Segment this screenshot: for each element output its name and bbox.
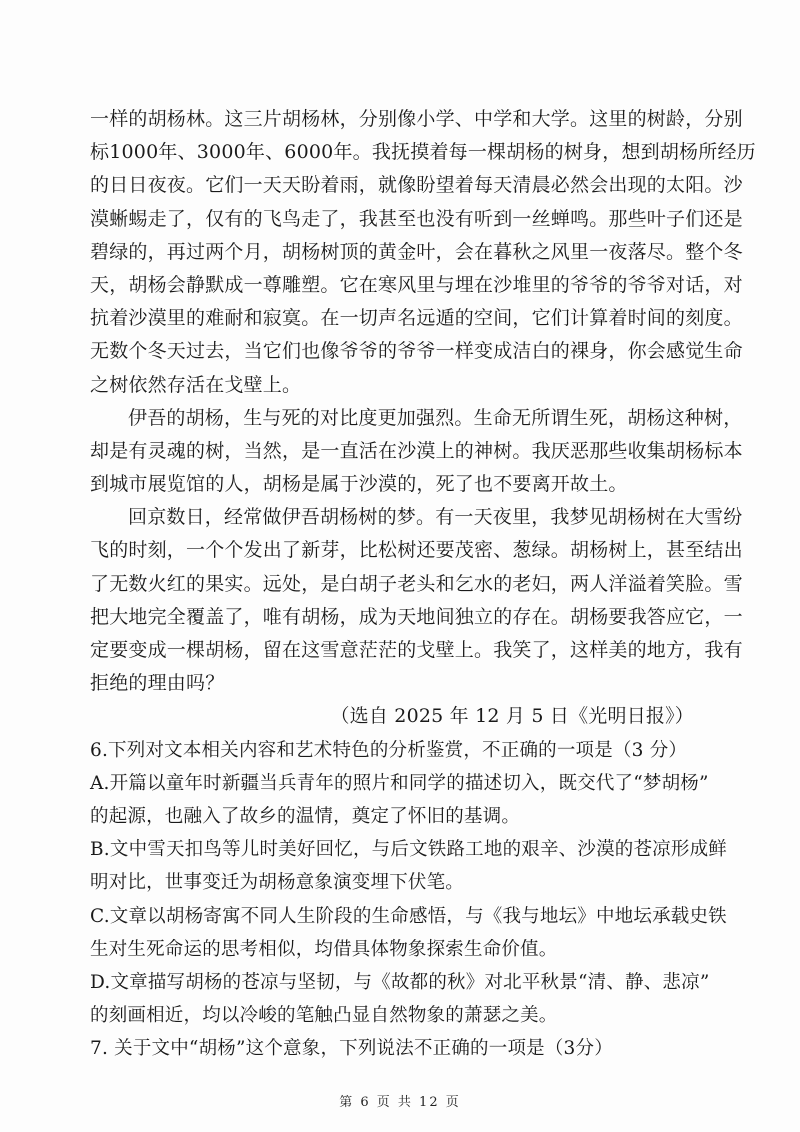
text-line: A.开篇以童年时新疆当兵青年的照片和同学的描述切入，既交代了“梦胡杨” [90, 772, 709, 794]
option-d [90, 966, 710, 1032]
text-line: 生对生死命运的思考相似，均借具体物象探索生命价值。 [90, 938, 558, 960]
text-line: 碧绿的，再过两个月，胡杨树顶的黄金叶，会在暮秋之风里一夜落尽。整个冬 [90, 240, 743, 263]
question-6 [90, 734, 727, 1033]
text-line: 抗着沙漠里的难耐和寂寞。在一切声名远遁的空间，它们计算着时间的刻度。 [90, 307, 743, 330]
text-line: 一样的胡杨林。这三片胡杨林，分别像小学、中学和大学。这里的树龄，分别 [90, 108, 743, 130]
text-line: 标1000年、3000年、6000年。我抚摸着每一棵胡杨的树身，想到胡杨所经历 [90, 141, 756, 164]
text-line: 伊吾的胡杨，生与死的对比度更加强烈。生命无所谓生死，胡杨这种树， [128, 406, 743, 429]
text-line: 之树依然存活在戈壁上。 [90, 373, 302, 396]
text-line: 定要变成一棵胡杨，留在这雪意茫茫的戈壁上。我笑了，这样美的地方，我有 [90, 639, 743, 661]
option-c [90, 900, 727, 966]
text-line: 到城市展览馆的人，胡杨是属于沙漠的，死了也不要离开故土。 [90, 473, 628, 496]
question-stem: 7. 关于文中“胡杨”这个意象，下列说法不正确的一项是（3分） [90, 1038, 613, 1060]
passage-paragraph-1 [90, 103, 756, 402]
question-stem: 6.下列对文本相关内容和艺术特色的分析鉴赏，不正确的一项是（3 分） [90, 739, 688, 761]
question-7 [90, 1032, 702, 1065]
option-b [90, 833, 727, 899]
text-line: 无数个冬天过去，当它们也像爷爷的爷爷一样变成洁白的裸身，你会感觉生命 [90, 340, 743, 363]
text-line: D.文章描写胡杨的苍凉与坚韧，与《故都的秋》对北平秋景“清、静、悲凉” [90, 971, 710, 993]
text-line: 天，胡杨会静默成一尊雕塑。它在寒风里与埋在沙堆里的爷爷的爷爷对话，对 [90, 273, 743, 296]
text-line: 回京数日，经常做伊吾胡杨树的梦。有一天夜里，我梦见胡杨树在大雪纷 [128, 506, 743, 529]
text-line: 把大地完全覆盖了，唯有胡杨，成为天地间独立的存在。胡杨要我答应它，一 [90, 605, 743, 628]
page-content [90, 103, 756, 1065]
option-a [90, 767, 709, 833]
text-line: 明对比，世事变迁为胡杨意象演变埋下伏笔。 [90, 872, 465, 894]
text-line: 的日日夜夜。它们一天天盼着雨，就像盼望着每天清晨必然会出现的太阳。沙 [90, 174, 743, 197]
text-line: 了无数火红的果实。远处，是白胡子老头和乞水的老妇，两人洋溢着笑脸。雪 [90, 572, 743, 595]
text-line: C.文章以胡杨寄寓不同人生阶段的生命感悟，与《我与地坛》中地坛承载史铁 [90, 905, 727, 927]
text-line: 拒绝的理由吗？ [90, 672, 225, 695]
passage-source: （选自 2025 年 12 月 5 日《光明日报》） [330, 705, 694, 728]
text-line: 的起源，也融入了故乡的温情，奠定了怀旧的基调。 [90, 805, 521, 827]
text-line: 的刻画相近，均以冷峻的笔触凸显自然物象的萧瑟之美。 [90, 1005, 558, 1027]
text-line: 飞的时刻，一个个发出了新芽，比松树还要茂密、葱绿。胡杨树上，甚至结出 [90, 539, 743, 562]
text-line: B.文中雪天扣鸟等儿时美好回忆，与后文铁路工地的艰辛、沙漠的苍凉形成鲜 [90, 839, 727, 861]
text-line: 却是有灵魂的树，当然，是一直活在沙漠上的神树。我厌恶那些收集胡杨标本 [90, 439, 743, 462]
text-line: 漠蜥蜴走了，仅有的飞鸟走了，我甚至也没有听到一丝蝉鸣。那些叶子们还是 [90, 207, 743, 230]
passage-paragraph-2 [90, 402, 743, 502]
passage-paragraph-3 [90, 501, 743, 700]
page-number: 第 6 页 共 12 页 [339, 1095, 461, 1110]
